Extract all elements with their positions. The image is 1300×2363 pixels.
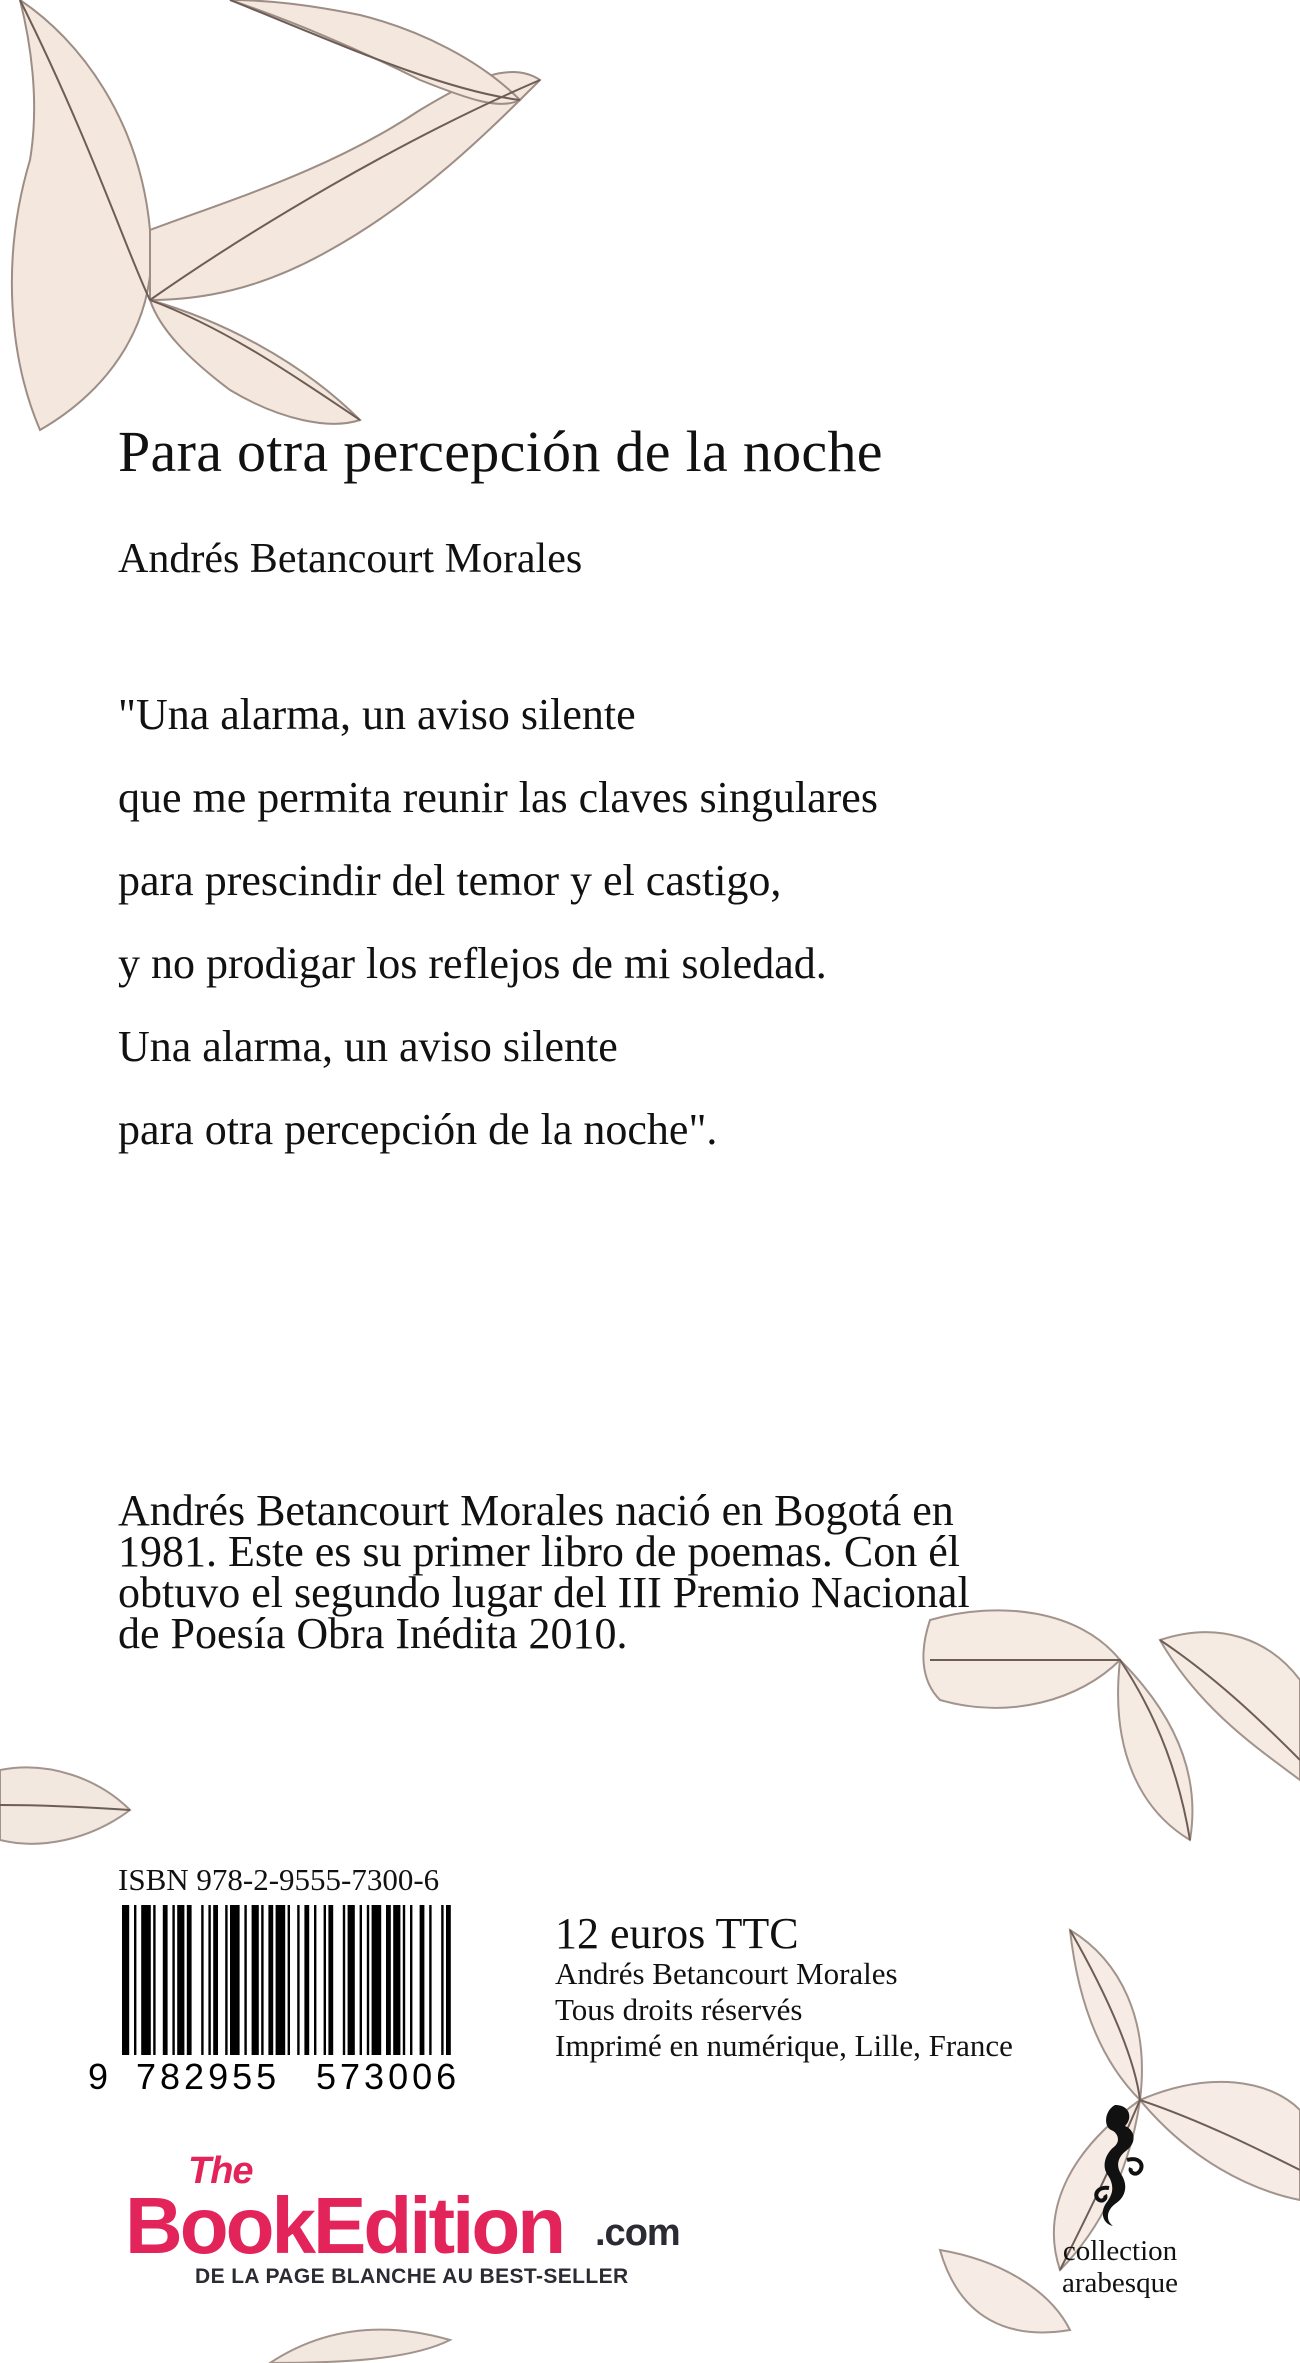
author-name: Andrés Betancourt Morales <box>118 536 583 582</box>
collection-label: collection <box>1062 2235 1178 2267</box>
barcode-bar <box>441 1905 443 2055</box>
barcode-bar <box>244 1905 246 2055</box>
barcode <box>84 1905 496 2095</box>
barcode-bar <box>187 1905 192 2055</box>
barcode-bar <box>324 1905 326 2055</box>
logo-domain: .com <box>595 2212 680 2254</box>
barcode-bar <box>208 1905 210 2055</box>
barcode-bar <box>230 1905 240 2055</box>
poem-line: para prescindir del temor y el castigo, <box>118 856 782 905</box>
poem-line: "Una alarma, un aviso silente <box>118 690 636 739</box>
barcode-bar <box>268 1905 273 2055</box>
barcode-bar <box>410 1905 412 2055</box>
barcode-bar <box>343 1905 345 2055</box>
barcode-bar <box>393 1905 400 2055</box>
poem-line: Una alarma, un aviso silente <box>118 1022 618 1071</box>
barcode-digits-left: 782955 <box>136 2056 281 2095</box>
barcode-bar <box>328 1905 333 2055</box>
poem-line: y no prodigar los reflejos de mi soledad. <box>118 939 827 988</box>
barcode-bar <box>429 1905 431 2055</box>
author-bio: Andrés Betancourt Morales nació en Bogotá en 1981. Este es su primer libro de poemas. Con él obtuvo el segundo lugar del III Premio Nacional de Poesía Obra Inédita 2010. <box>118 1486 970 1658</box>
rights-holder: Andrés Betancourt Morales <box>555 1956 898 1991</box>
poem-excerpt <box>118 690 958 1192</box>
logo-tagline: DE LA PAGE BLANCHE AU BEST-SELLER <box>195 2265 629 2288</box>
barcode-bar <box>372 1905 382 2055</box>
seahorse-scroll-icon <box>1085 2100 1155 2230</box>
barcode-digits-right: 573006 <box>316 2056 461 2095</box>
logo-the: The <box>188 2150 253 2192</box>
rights-notice: Tous droits réservés <box>555 1992 803 2027</box>
barcode-bar <box>276 1905 286 2055</box>
barcode-bar <box>153 1905 155 2055</box>
barcode-bar <box>386 1905 391 2055</box>
barcode-bar <box>134 1905 136 2055</box>
collection-arabesque-mark <box>1020 2100 1220 2330</box>
collection-name: arabesque <box>1062 2267 1178 2299</box>
poem-line: que me permita reunir las claves singulares <box>118 773 878 822</box>
leaf-illustration-left-bottom <box>0 1750 140 1870</box>
book-title: Para otra percepción de la noche <box>118 419 883 484</box>
logo-brand: BookEdition <box>125 2181 564 2270</box>
barcode-bar <box>252 1905 259 2055</box>
barcode-bar <box>261 1905 263 2055</box>
barcode-bar <box>213 1905 218 2055</box>
barcode-bar <box>201 1905 203 2055</box>
barcode-bar <box>297 1905 299 2055</box>
barcode-bar <box>446 1905 451 2055</box>
barcode-bar <box>304 1905 309 2055</box>
barcode-bar <box>172 1905 174 2055</box>
barcode-bar <box>367 1905 369 2055</box>
leaf-illustration-bottom-left <box>260 2320 460 2363</box>
barcode-bar <box>314 1905 316 2055</box>
barcode-bar <box>288 1905 290 2055</box>
barcode-bar <box>141 1905 151 2055</box>
poem-line: para otra percepción de la noche". <box>118 1105 718 1154</box>
isbn-label: ISBN 978-2-9555-7300-6 <box>118 1862 440 1897</box>
publication-info <box>555 1956 1013 2064</box>
barcode-bar <box>177 1905 184 2055</box>
barcode-bar <box>122 1905 129 2055</box>
printing-notice: Imprimé en numérique, Lille, France <box>555 2028 1013 2063</box>
barcode-bars <box>84 1905 496 2095</box>
price: 12 euros TTC <box>555 1909 799 1958</box>
barcode-digit-first: 9 <box>88 2056 109 2095</box>
barcode-bar <box>348 1905 355 2055</box>
barcode-bar <box>163 1905 168 2055</box>
barcode-bar <box>225 1905 227 2055</box>
barcode-bar <box>360 1905 362 2055</box>
barcode-bar <box>420 1905 425 2055</box>
barcode-bar <box>403 1905 405 2055</box>
thebookedition-logo <box>120 2150 720 2300</box>
